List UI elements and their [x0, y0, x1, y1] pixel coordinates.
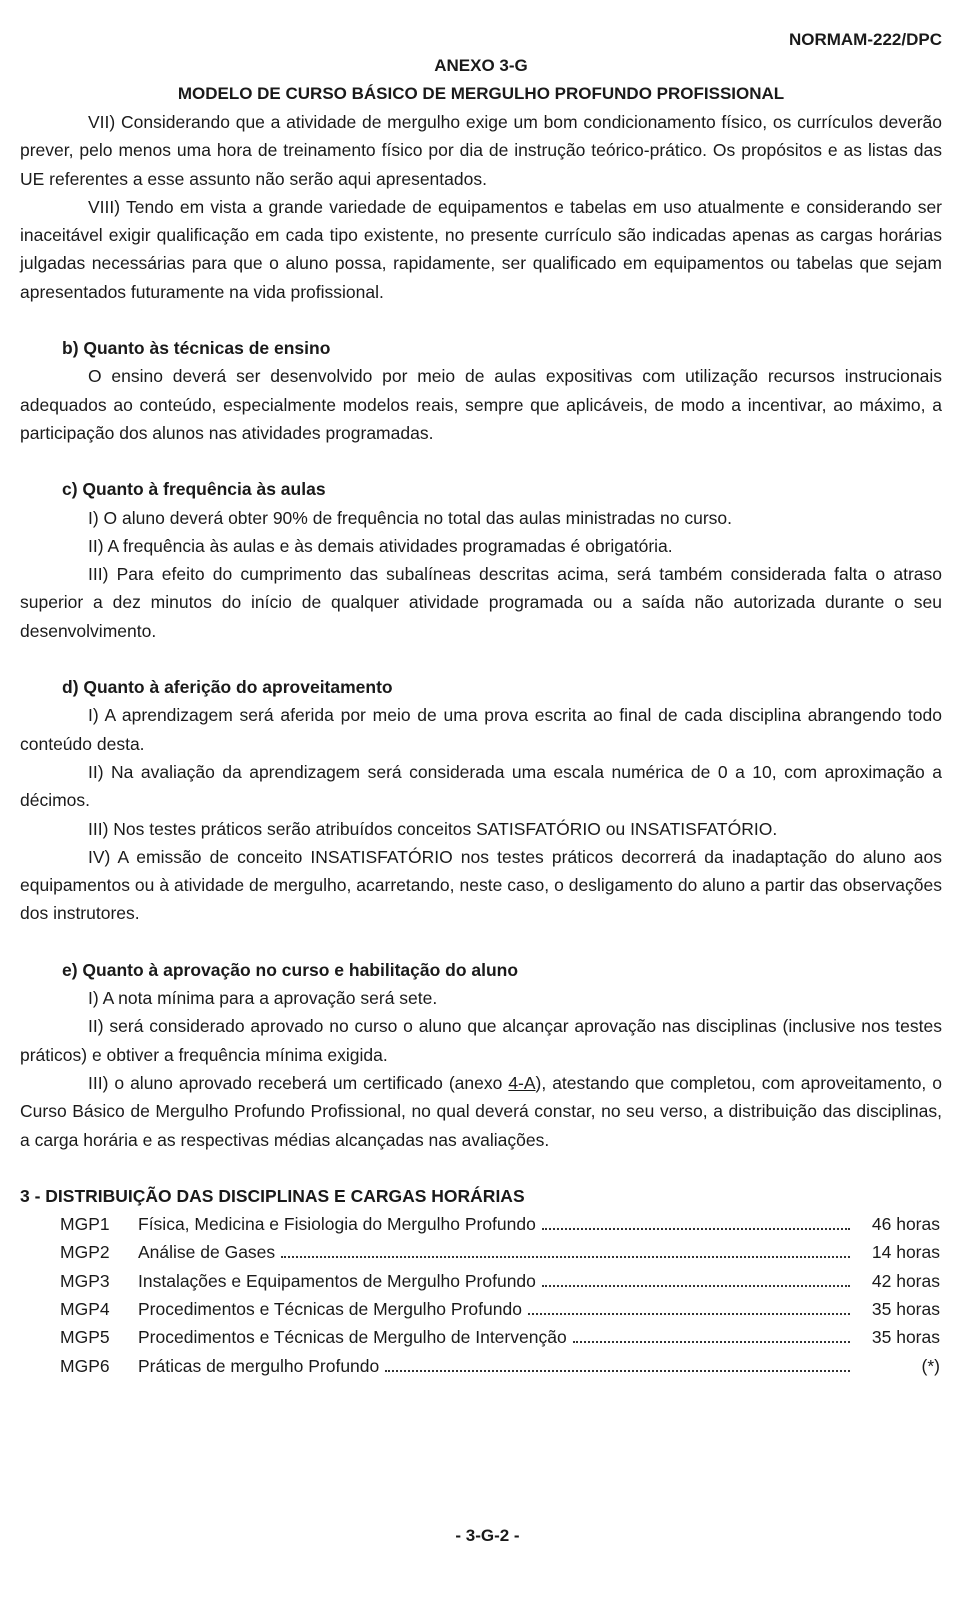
section-d-item-iii: III) Nos testes práticos serão atribuídos conceitos SATISFATÓRIO ou INSATISFATÓRIO.: [88, 818, 778, 839]
dot-leader: [528, 1313, 850, 1315]
discipline-hours: 42 horas: [871, 1270, 940, 1291]
section-c-item-iii: III) Para efeito do cumprimento das subalíneas descritas acima, será também considerada falta o atraso superior a dez minutos do início de qualquer atividade programada ou a saída não autorizada durante o seu desenvolvimento.: [20, 564, 942, 641]
discipline-name: Procedimentos e Técnicas de Mergulho de Intervenção: [138, 1327, 567, 1348]
discipline-code: MGP4: [60, 1298, 110, 1319]
section-d-item-iv: IV) A emissão de conceito INSATISFATÓRIO nos testes práticos decorrerá da inadaptação do aluno aos equipamentos ou à atividade de mergulho, acarretando, neste caso, o desligamento do aluno a partir das observações dos instrutores.: [20, 846, 942, 924]
dot-leader: [281, 1256, 850, 1258]
document-code: NORMAM-222/DPC: [788, 30, 942, 49]
dot-leader: [385, 1370, 850, 1372]
discipline-code: MGP5: [60, 1327, 110, 1348]
discipline-name: Práticas de mergulho Profundo: [138, 1355, 380, 1376]
dot-leader: [542, 1285, 850, 1287]
section-3-heading: 3 - DISTRIBUIÇÃO DAS DISCIPLINAS E CARGAS HORÁRIAS: [20, 1185, 525, 1206]
discipline-row: [20, 1210, 942, 1238]
paragraph-viii: VIII) Tendo em vista a grande variedade de equipamentos e tabelas em uso atualmente e considerando ser inaceitável exigir qualificação em cada tipo existente, no presente currículo são indicadas apenas as cargas horárias julgadas necessárias para que o aluno possa, rapidamente, ser qualificado em equipamentos ou tabelas que sejam apresentados futuramente na vida profissional.: [20, 196, 942, 302]
discipline-code: MGP3: [60, 1270, 110, 1291]
discipline-row: [20, 1295, 942, 1323]
discipline-name: Física, Medicina e Fisiologia do Mergulho Profundo: [138, 1214, 536, 1235]
dot-leader: [573, 1341, 850, 1343]
section-b-heading: b) Quanto às técnicas de ensino: [62, 338, 331, 359]
section-e-item-ii: II) será considerado aprovado no curso o aluno que alcançar aprovação nas disciplinas (inclusive nos testes práticos) e obtiver a frequência mínima exigida.: [20, 1016, 942, 1065]
section-e-item-i: I) A nota mínima para a aprovação será sete.: [88, 988, 438, 1009]
discipline-row: [20, 1323, 942, 1351]
section-c-heading: c) Quanto à frequência às aulas: [62, 479, 326, 500]
paragraph-vii: VII) Considerando que a atividade de mergulho exige um bom condicionamento físico, os currículos deverão prever, pelo menos uma hora de treinamento físico por dia de instrução teórico-prático. Os propósitos e as listas das UE referentes a esse assunto não serão aqui apresentados.: [20, 112, 942, 189]
annex-title: ANEXO 3-G: [434, 56, 528, 75]
discipline-hours: 35 horas: [871, 1327, 940, 1348]
discipline-name: Instalações e Equipamentos de Mergulho Profundo: [138, 1270, 536, 1291]
discipline-code: MGP6: [60, 1355, 110, 1376]
discipline-code: MGP2: [60, 1242, 110, 1263]
section-c-item-ii: II) A frequência às aulas e às demais atividades programadas é obrigatória.: [88, 535, 673, 556]
discipline-name: Procedimentos e Técnicas de Mergulho Profundo: [138, 1298, 522, 1319]
discipline-row: [20, 1267, 942, 1295]
section-e-item-iii-before: III) o aluno aprovado receberá um certificado (anexo: [88, 1072, 509, 1093]
annex-4a-link[interactable]: 4-A: [508, 1072, 536, 1093]
discipline-row: [20, 1352, 942, 1380]
document-page: [20, 28, 942, 1380]
section-e-heading: e) Quanto à aprovação no curso e habilitação do aluno: [62, 959, 519, 980]
discipline-hours: 46 horas: [871, 1214, 940, 1235]
discipline-hours: 14 horas: [871, 1242, 940, 1263]
section-e-item-iii-after: ), atestando que completou, com aproveitamento, o Curso Básico de Mergulho Profundo Profissional, no qual deverá constar, no seu verso, a distribuição das disciplinas, a carga horária e as respectivas médias alcançadas nas avaliações.: [20, 1072, 942, 1150]
discipline-hours: (*): [921, 1355, 940, 1376]
discipline-list: [20, 1210, 942, 1380]
dot-leader: [542, 1228, 850, 1230]
section-c-item-i: I) O aluno deverá obter 90% de frequência no total das aulas ministradas no curso.: [88, 507, 732, 528]
discipline-hours: 35 horas: [871, 1298, 940, 1319]
model-title: MODELO DE CURSO BÁSICO DE MERGULHO PROFUNDO PROFISSIONAL: [177, 84, 785, 103]
section-d-item-i: I) A aprendizagem será aferida por meio de uma prova escrita ao final de cada disciplina abrangendo todo conteúdo desta.: [20, 705, 942, 754]
discipline-row: [20, 1238, 942, 1266]
section-d-heading: d) Quanto à aferição do aproveitamento: [62, 677, 393, 698]
section-d-item-ii: II) Na avaliação da aprendizagem será considerada uma escala numérica de 0 a 10, com aproximação a décimos.: [20, 761, 942, 811]
section-e-item-iii: [20, 1069, 942, 1154]
page-number: - 3-G-2 -: [455, 1526, 520, 1545]
discipline-name: Análise de Gases: [138, 1242, 276, 1263]
discipline-code: MGP1: [60, 1214, 110, 1235]
section-b-paragraph: O ensino deverá ser desenvolvido por meio de aulas expositivas com utilização recursos instrucionais adequados ao conteúdo, especialmente modelos reais, sempre que aplicáveis, de modo a incentivar, ao máximo, a participação dos alunos nas atividades programadas.: [20, 366, 942, 443]
